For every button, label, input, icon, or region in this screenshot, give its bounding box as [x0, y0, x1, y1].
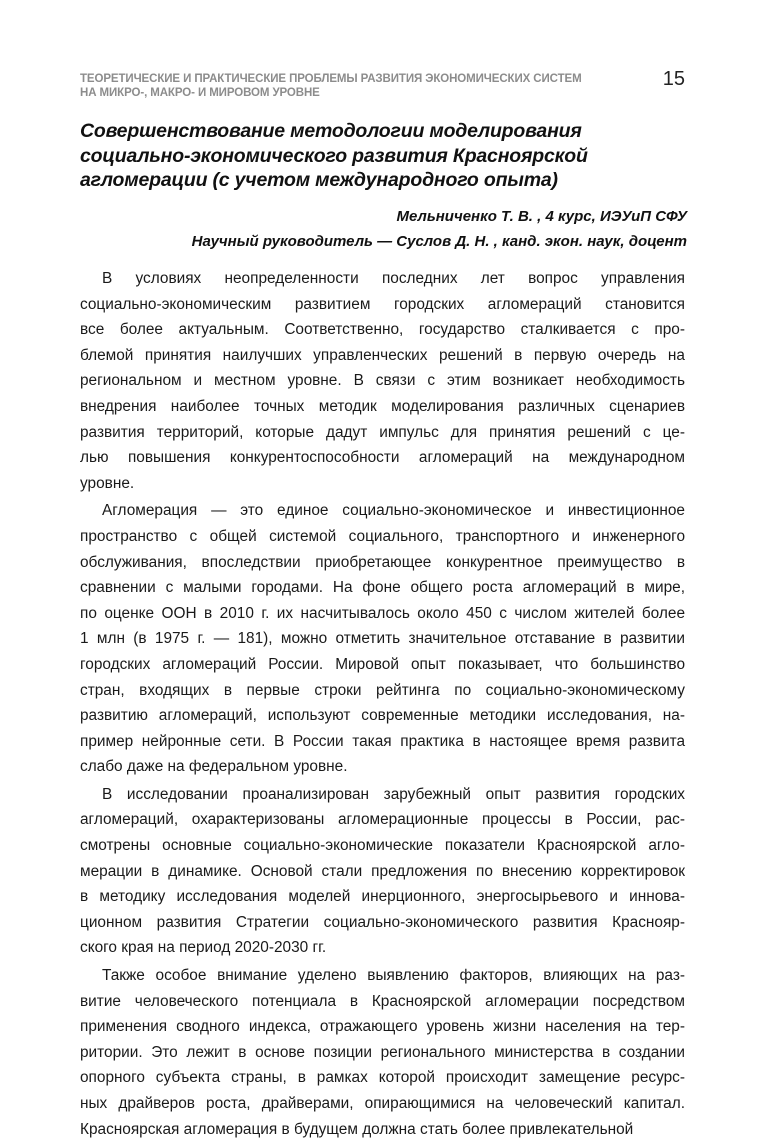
paragraph-line: стран, входящих в первые строки рейтинга по социально-экономическому: [80, 681, 685, 699]
running-header: [80, 72, 640, 100]
running-header-line-1: ТЕОРЕТИЧЕСКИЕ И ПРАКТИЧЕСКИЕ ПРОБЛЕМЫ РАЗВИТИЯ ЭКОНОМИЧЕСКИХ СИСТЕМ: [80, 73, 582, 85]
paragraph-line: 1 млн (в 1975 г. — 181), можно отметить значительное отставание в развитии: [80, 630, 685, 648]
page-number: 15: [662, 68, 685, 90]
author-line: Мельниченко Т. В. , 4 курс, ИЭУиП СФУ: [396, 208, 687, 225]
paragraph-line: блемой принятия наилучших управленческих решений в первую очередь на: [80, 346, 685, 364]
article-title: [80, 119, 690, 193]
paragraph-line: опорного субъекта страны, в рамках которой происходит замещение ресурс-: [80, 1069, 685, 1087]
paragraph-line: витие человеческого потенциала в Красноярской агломерации посредством: [80, 992, 685, 1010]
title-line-2: социально-экономического развития Красноярской: [80, 144, 588, 167]
title-line-1: Совершенствование методологии моделирования: [80, 120, 582, 142]
paragraph: [80, 782, 685, 961]
paragraph: [80, 963, 685, 1142]
paragraph-line: Также особое внимание уделено выявлению факторов, влияющих на раз-: [102, 967, 685, 985]
paragraph: [80, 266, 685, 496]
paragraph-line: слабо даже на федеральном уровне.: [80, 758, 348, 776]
paragraph-line: все более актуальным. Соответственно, государство сталкивается с про-: [80, 321, 685, 339]
byline: [192, 204, 687, 254]
running-header-line-2: НА МИКРО-, МАКРО- И МИРОВОМ УРОВНЕ: [80, 87, 320, 99]
paragraph-line: сравнении с малыми городами. На фоне общего роста агломераций в мире,: [80, 579, 685, 597]
paragraph-line: ных драйверов роста, драйверами, опирающимися на человеческий капитал.: [80, 1095, 685, 1112]
paragraph-line: Агломерация — это единое социально-экономическое и инвестиционное: [102, 502, 685, 520]
paragraph-line: социально-экономическим развитием городских агломераций становится: [80, 295, 685, 313]
paragraph-line: региональном и местном уровне. В связи с этим возникает необходимость: [80, 372, 685, 390]
paragraph-line: городских агломераций России. Мировой опыт показывает, что большинство: [80, 655, 685, 673]
paragraph-line: внедрения наиболее точных методик моделирования различных сценариев: [80, 397, 685, 415]
supervisor-line: Научный руководитель — Суслов Д. Н. , канд. экон. наук, доцент: [191, 233, 687, 250]
paragraph-line: развитию агломераций, используют современные методики исследования, на-: [80, 707, 685, 725]
paragraph-line: обслуживания, впоследствии приобретающее конкурентное преимущество в: [80, 553, 685, 571]
title-line-3: агломерации (с учетом международного опыта): [80, 169, 558, 191]
paragraph-line: В исследовании проанализирован зарубежный опыт развития городских: [102, 785, 685, 803]
paragraph-line: развития территорий, которые дадут импульс для принятия решений с це-: [80, 423, 685, 441]
paragraph-line: пример нейронные сети. В России такая практика в настоящее время развита: [80, 732, 685, 750]
paragraph-line: В условиях неопределенности последних лет вопрос управления: [102, 270, 685, 287]
paragraph-line: уровне.: [80, 474, 135, 492]
paragraph-line: мерации в динамике. Основой стали предложения по внесению корректировок: [80, 862, 685, 880]
paragraph-line: по оценке ООН в 2010 г. их насчитывалось около 450 с числом жителей более: [80, 604, 685, 622]
paragraph-line: смотрены основные социально-экономические показатели Красноярской агло-: [80, 837, 685, 855]
paragraph-line: агломераций, охарактеризованы агломерационные процессы в России, рас-: [80, 811, 685, 829]
paragraph-line: Красноярская агломерация в будущем должна стать более привлекательной: [80, 1120, 634, 1138]
paragraph-line: ционном развития Стратегии социально-экономического развития Краснояр-: [80, 913, 685, 931]
paragraph-line: пространство с общей системой социального, транспортного и инженерного: [80, 527, 685, 545]
paragraph-line: лью повышения конкурентоспособности агломераций на международном: [80, 449, 685, 467]
paragraph-line: ского края на период 2020-2030 гг.: [80, 939, 327, 957]
paragraph-line: ритории. Это лежит в основе позиции регионального министерства в создании: [80, 1043, 685, 1061]
paragraph-line: применения сводного индекса, отражающего уровень жизни населения на тер-: [80, 1018, 685, 1036]
paragraph-line: в методику исследования моделей инерционного, энергосырьевого и иннова-: [80, 888, 685, 906]
paragraph: [80, 498, 685, 780]
article-body: [80, 266, 685, 1144]
